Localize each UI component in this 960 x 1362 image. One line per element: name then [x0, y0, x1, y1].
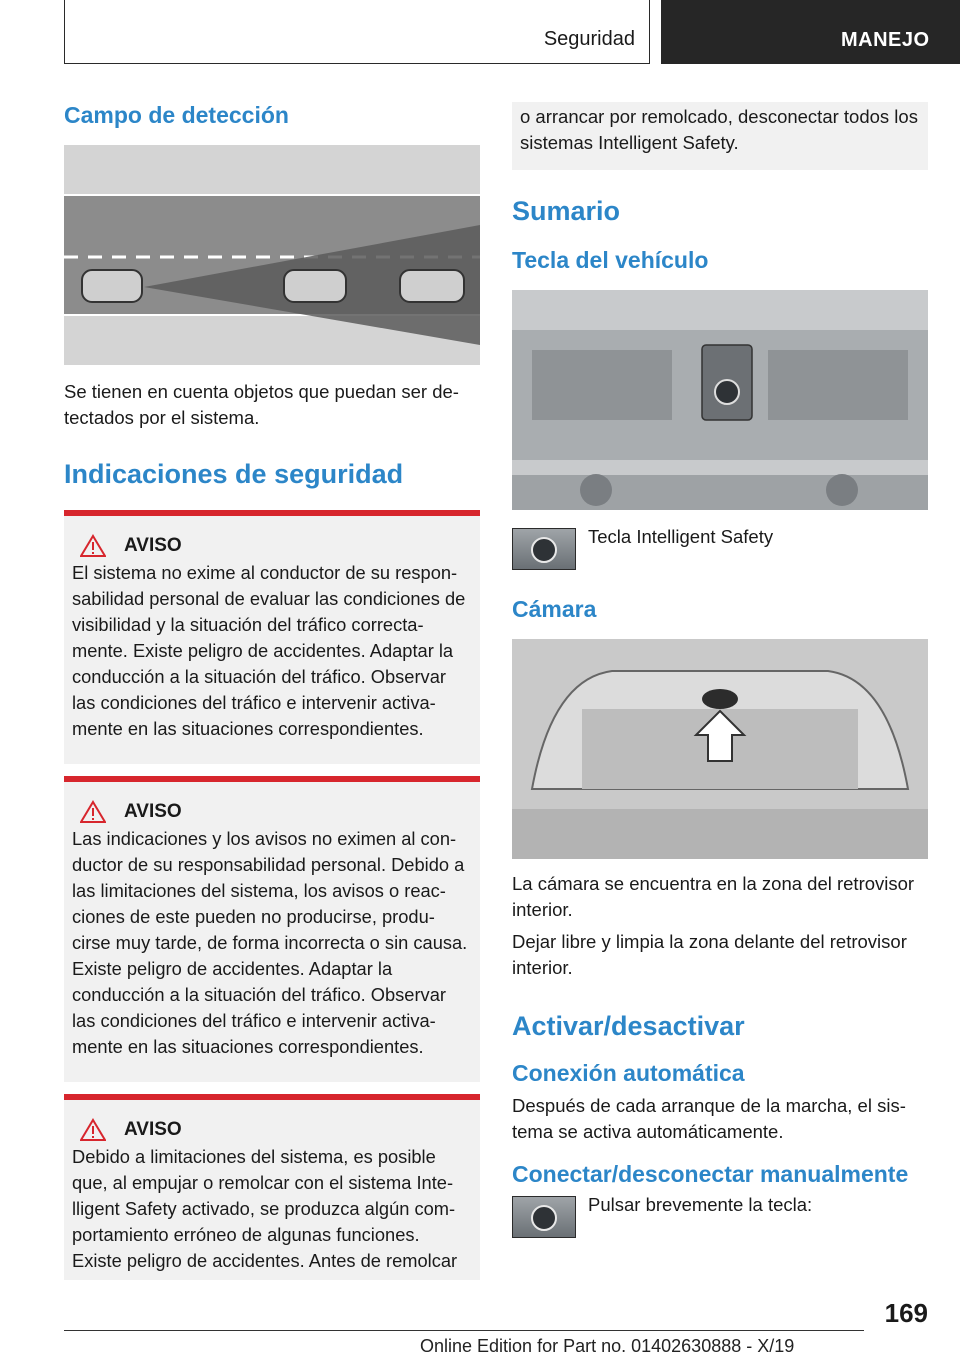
header-section-box: [64, 0, 650, 64]
footer-edition: Online Edition for Part no. 01402630888 - X/19: [420, 1336, 795, 1356]
warning-box-3: [64, 1094, 480, 1280]
page-number: 169: [884, 1298, 928, 1328]
warning-header: [80, 534, 472, 558]
footer-divider: [64, 1330, 864, 1331]
detection-field-image: [64, 145, 480, 365]
heading-summary: Sumario: [512, 196, 621, 226]
intelligent-safety-button-icon: [512, 1196, 576, 1238]
intelligent-safety-button-icon: [512, 528, 576, 570]
warning-title: AVISO: [124, 535, 182, 556]
warning-continued-text: o arrancar por remolcado, desconectar todos los sistemas Intelligent Safety.: [520, 106, 918, 153]
heading-toggle: Activar/desactivar: [512, 1011, 745, 1041]
camera-image: [512, 639, 928, 859]
left-column: [64, 102, 480, 1280]
header-chapter-tab: [661, 0, 960, 64]
heading-safety: Indicaciones de seguridad: [64, 459, 404, 489]
warning-triangle-icon: [80, 800, 106, 824]
warning-box-1: [64, 510, 480, 764]
warning-text: El sistema no exime al conductor de su respon‐ sabilidad personal de evaluar las condiciones de visibilidad y la situación del tráfico correcta‐ mente. Existe peligro de accidentes. Adaptar la conducción a la situación del tráfico. Observar las condiciones del tráfico e intervenir activa‐ mente en las situaciones correspondientes.: [72, 562, 466, 739]
warning-header: [80, 1118, 472, 1142]
header-chapter-label: MANEJO: [841, 29, 930, 51]
heading-detection: Campo de detección: [64, 102, 289, 128]
button-caption: Tecla Intelligent Safety: [588, 526, 774, 547]
warning-triangle-icon: [80, 534, 106, 558]
heading-manual: Conectar/desconectar manualmente: [512, 1161, 909, 1187]
right-column: [512, 102, 928, 1238]
manual-text: Pulsar brevemente la tecla:: [588, 1194, 813, 1215]
auto-text: Después de cada arranque de la marcha, el sis‐ tema se activa automáticamente.: [512, 1095, 906, 1142]
vehicle-button-image: [512, 290, 928, 510]
warning-text: Debido a limitaciones del sistema, es posible que, al empujar o remolcar con el sistema Inte‐ lligent Safety activado, se produzca algún com‐ portamiento erróneo de algunas funciones. Existe peligro de accidentes. Antes de remolcar: [72, 1146, 458, 1271]
warning-header: [80, 800, 472, 824]
warning-title: AVISO: [124, 801, 182, 822]
warning-text: Las indicaciones y los avisos no eximen al con‐ ductor de su responsabilidad personal. Debido a las limitaciones del sistema, los avisos o reac‐ ciones de este pueden no producirse, produ‐ cirse muy tarde, de forma incorrecta o sin causa. Existe peligro de accidentes. Adaptar la conducción a la situación del tráfico. Observar las condiciones del tráfico e intervenir activa‐ mente en las situaciones correspondientes.: [72, 828, 468, 1057]
heading-auto: Conexión automática: [512, 1060, 745, 1086]
detection-description: Se tienen en cuenta objetos que puedan ser de‐ tectados por el sistema.: [64, 381, 459, 428]
camera-text-1: La cámara se encuentra en la zona del retrovisor interior.: [512, 873, 915, 920]
warning-box-2: [64, 776, 480, 1082]
button-caption-row: [512, 528, 928, 570]
page-header: [0, 0, 960, 66]
header-section-title: Seguridad: [543, 28, 635, 50]
warning-continuation: [512, 102, 928, 170]
heading-camera: Cámara: [512, 596, 597, 622]
warning-title: AVISO: [124, 1119, 182, 1140]
warning-triangle-icon: [80, 1118, 106, 1142]
heading-vehicle-button: Tecla del vehículo: [512, 247, 709, 273]
manual-row: [512, 1196, 928, 1238]
camera-text-2: Dejar libre y limpia la zona delante del retrovisor interior.: [512, 931, 907, 978]
